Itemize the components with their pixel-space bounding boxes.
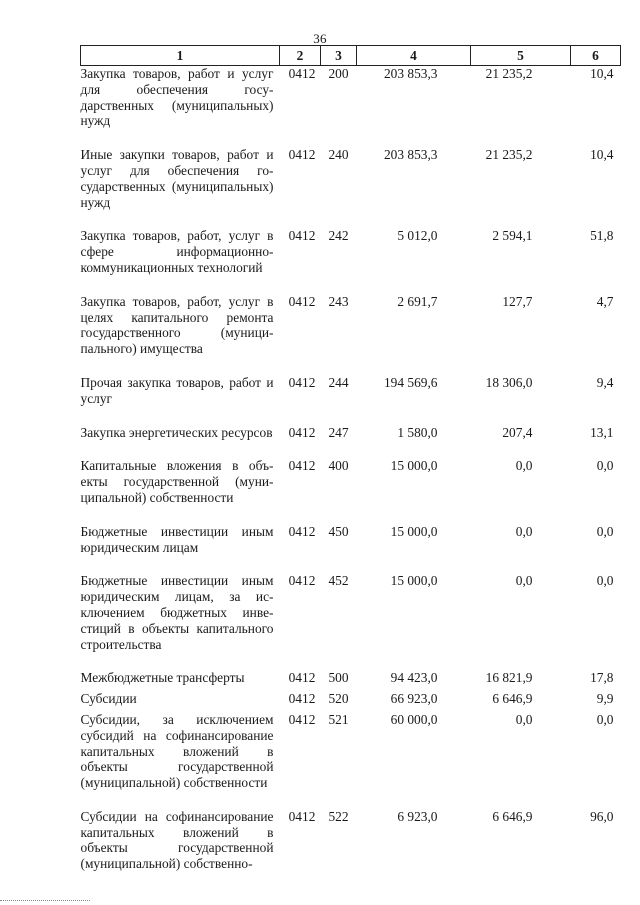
row-col5: 0,0 bbox=[515, 523, 533, 539]
row-col4: 1 580,0 bbox=[397, 424, 438, 440]
table-row bbox=[81, 670, 621, 691]
row-name: Межбюджетные трансферты bbox=[80, 670, 245, 686]
col-header-4: 4 bbox=[357, 46, 471, 66]
table-row bbox=[81, 228, 621, 293]
table-row bbox=[81, 524, 621, 574]
row-expense-type: 400 bbox=[328, 458, 349, 474]
row-col4: 6 923,0 bbox=[397, 808, 438, 824]
row-name: Бюджетные инвестиции иным юридическим лицам, за исключением бюджетных инвестиций в объекты капитального строительства bbox=[80, 573, 274, 652]
row-col5: 0,0 bbox=[515, 711, 533, 727]
row-section-code: 0412 bbox=[288, 228, 316, 244]
row-col5: 16 821,9 bbox=[485, 670, 533, 686]
row-section-code: 0412 bbox=[288, 573, 316, 589]
row-col6: 17,8 bbox=[590, 670, 614, 686]
row-name: Закупка энергетических ресурсов bbox=[80, 424, 273, 440]
row-col5: 21 235,2 bbox=[485, 66, 533, 81]
row-col4: 15 000,0 bbox=[390, 458, 438, 474]
row-name: Закупка товаров, работ, услуг в целях капитального ремонта государственного (муниципального) имущества bbox=[80, 293, 274, 357]
row-expense-type: 200 bbox=[328, 66, 349, 81]
row-col6: 13,1 bbox=[590, 424, 614, 440]
row-section-code: 0412 bbox=[288, 711, 316, 727]
row-section-code: 0412 bbox=[288, 523, 316, 539]
row-col6: 9,4 bbox=[596, 374, 614, 390]
row-name: Субсидии, за исключением субсидий на софинансирование капитальных вложений в объекты государственной (муниципальной) собственности bbox=[80, 711, 274, 791]
row-name: Субсидии bbox=[80, 691, 137, 707]
row-expense-type: 522 bbox=[328, 808, 349, 824]
table-row bbox=[81, 809, 621, 890]
row-name: Субсидии на софинансирование капитальных вложений в объекты государственной (муниципальной) собственно- bbox=[80, 808, 274, 872]
row-col4: 5 012,0 bbox=[397, 228, 438, 244]
row-col6: 0,0 bbox=[596, 711, 614, 727]
row-expense-type: 452 bbox=[328, 573, 349, 589]
col-header-5: 5 bbox=[471, 46, 571, 66]
col-header-6: 6 bbox=[571, 46, 621, 66]
row-section-code: 0412 bbox=[288, 691, 316, 707]
row-expense-type: 244 bbox=[328, 374, 349, 390]
row-expense-type: 242 bbox=[328, 228, 349, 244]
row-expense-type: 520 bbox=[328, 691, 349, 707]
row-section-code: 0412 bbox=[288, 66, 316, 81]
row-col4: 203 853,3 bbox=[383, 66, 438, 81]
table-row bbox=[81, 147, 621, 228]
row-col5: 127,7 bbox=[502, 293, 533, 309]
footer-rule bbox=[0, 900, 90, 901]
row-expense-type: 240 bbox=[328, 147, 349, 163]
row-expense-type: 521 bbox=[328, 711, 349, 727]
row-col6: 10,4 bbox=[590, 147, 614, 163]
row-name: Закупка товаров, работ и услуг для обеспечения государственных (муниципальных) нужд bbox=[80, 66, 274, 129]
row-col5: 21 235,2 bbox=[485, 147, 533, 163]
row-col4: 94 423,0 bbox=[390, 670, 438, 686]
budget-table bbox=[80, 45, 621, 890]
row-col5: 6 646,9 bbox=[492, 691, 533, 707]
row-col4: 15 000,0 bbox=[390, 523, 438, 539]
row-col5: 2 594,1 bbox=[492, 228, 533, 244]
row-section-code: 0412 bbox=[288, 374, 316, 390]
row-col5: 6 646,9 bbox=[492, 808, 533, 824]
row-name: Капитальные вложения в объекты государственной (муниципальной) собственности bbox=[80, 458, 274, 505]
row-expense-type: 243 bbox=[328, 293, 349, 309]
table-header-row bbox=[81, 46, 621, 66]
row-col5: 0,0 bbox=[515, 458, 533, 474]
row-col6: 51,8 bbox=[590, 228, 614, 244]
row-col4: 66 923,0 bbox=[390, 691, 438, 707]
table-row bbox=[81, 458, 621, 523]
row-col4: 60 000,0 bbox=[390, 711, 438, 727]
table-row bbox=[81, 66, 621, 148]
table-row bbox=[81, 425, 621, 459]
table-row bbox=[81, 294, 621, 375]
row-section-code: 0412 bbox=[288, 808, 316, 824]
row-section-code: 0412 bbox=[288, 147, 316, 163]
row-col6: 4,7 bbox=[596, 293, 614, 309]
row-col6: 9,9 bbox=[596, 691, 614, 707]
row-col6: 0,0 bbox=[596, 523, 614, 539]
row-expense-type: 247 bbox=[328, 424, 349, 440]
row-col4: 15 000,0 bbox=[390, 573, 438, 589]
row-section-code: 0412 bbox=[288, 458, 316, 474]
row-col6: 96,0 bbox=[590, 808, 614, 824]
row-section-code: 0412 bbox=[288, 424, 316, 440]
table-row bbox=[81, 712, 621, 809]
page-number: 36 bbox=[313, 31, 327, 46]
row-col4: 203 853,3 bbox=[383, 147, 438, 163]
row-col6: 10,4 bbox=[590, 66, 614, 81]
row-col5: 207,4 bbox=[502, 424, 533, 440]
row-expense-type: 500 bbox=[328, 670, 349, 686]
table-row bbox=[81, 573, 621, 670]
row-col6: 0,0 bbox=[596, 458, 614, 474]
row-col6: 0,0 bbox=[596, 573, 614, 589]
col-header-3: 3 bbox=[321, 46, 357, 66]
row-col4: 194 569,6 bbox=[383, 374, 438, 390]
row-col5: 18 306,0 bbox=[485, 374, 533, 390]
col-header-1: 1 bbox=[81, 46, 280, 66]
row-col4: 2 691,7 bbox=[397, 293, 438, 309]
table-row bbox=[81, 691, 621, 712]
row-expense-type: 450 bbox=[328, 523, 349, 539]
col-header-2: 2 bbox=[280, 46, 321, 66]
row-section-code: 0412 bbox=[288, 293, 316, 309]
row-section-code: 0412 bbox=[288, 670, 316, 686]
row-name: Закупка товаров, работ, услуг в сфере информационно-коммуникационных технологий bbox=[80, 228, 274, 275]
table-row bbox=[81, 375, 621, 425]
row-name: Иные закупки товаров, работ и услуг для обеспечения государственных (муниципальных) нужд bbox=[80, 147, 274, 210]
row-col5: 0,0 bbox=[515, 573, 533, 589]
row-name: Прочая закупка товаров, работ и услуг bbox=[80, 374, 274, 406]
row-name: Бюджетные инвестиции иным юридическим лицам bbox=[80, 523, 274, 555]
